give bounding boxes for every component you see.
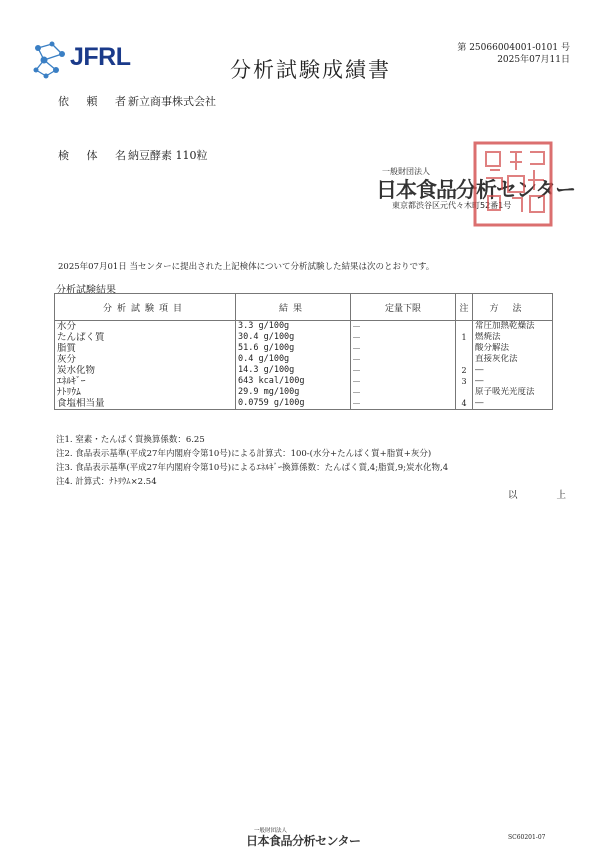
seal-stamp-icon [472,140,554,228]
row-note: 1 [456,332,473,343]
table-row [55,398,553,410]
header-result: 結果 [236,294,351,321]
row-item: 食塩相当量 [55,398,236,410]
results-table [54,293,553,410]
sample-value: 納豆酵素 110粒 [128,149,208,162]
jfrl-logo [30,40,150,80]
row-result: 643 kcal/100g [236,376,351,387]
closing-mark: 以 上 [508,490,585,501]
row-limit: ― [351,343,456,354]
recipient-value: 新立商事株式会社 [128,95,216,108]
document-number: 第 25066004001-0101 号 [457,43,570,53]
footnote-3: 注3. 食品表示基準(平成27年内閣府令第10号)によるｴﾈﾙｷﾞｰ換算係数：たんぱく質,4;脂質,9;炭水化物,4 [56,463,449,473]
row-limit: ― [351,321,456,333]
row-limit: ― [351,354,456,365]
row-note: 4 [456,398,473,410]
row-method: ― [473,376,553,387]
row-item: 炭水化物 [55,365,236,376]
table-row [55,343,553,354]
row-limit: ― [351,398,456,410]
issuer-corp-type: 一般財団法人 [382,167,430,176]
table-row [55,387,553,398]
table-row [55,321,553,333]
official-seal [472,140,554,228]
row-method: 原子吸光光度法 [473,387,553,398]
section-title: 分析試験結果 [56,285,116,296]
sample-label: 検 体 名 [58,149,133,162]
row-result: 0.0759 g/100g [236,398,351,410]
row-result: 0.4 g/100g [236,354,351,365]
row-note: 3 [456,376,473,387]
row-result: 30.4 g/100g [236,332,351,343]
row-method: 燃焼法 [473,332,553,343]
row-limit: ― [351,365,456,376]
footer-corp-type: 一般財団法人 [254,828,288,834]
row-method: 常圧加熱乾燥法 [473,321,553,333]
row-method: 直接灰化法 [473,354,553,365]
issue-date: 2025年07月11日 [497,55,570,65]
row-result: 3.3 g/100g [236,321,351,333]
footer-org-name: 日本食品分析センター [246,834,361,848]
row-item: ｴﾈﾙｷﾞｰ [55,376,236,387]
header-method: 方法 [473,294,553,321]
table-row [55,365,553,376]
row-limit: ― [351,376,456,387]
molecule-icon [30,40,68,80]
header-item: 分析試験項目 [55,294,236,321]
document-title: 分析試験成績書 [230,58,391,82]
form-code: SC60201-07 [508,834,546,841]
issuer-name: 日本食品分析センター [376,178,576,202]
table-row [55,354,553,365]
issuer-address: 東京都渋谷区元代々木町52番1号 [392,201,512,210]
footnote-4: 注4. 計算式：ﾅﾄﾘｳﾑ×2.54 [56,477,157,487]
row-result: 14.3 g/100g [236,365,351,376]
header-limit: 定量下限 [351,294,456,321]
logo-text: JFRL [70,43,131,71]
row-limit: ― [351,332,456,343]
row-item: たんぱく質 [55,332,236,343]
row-item: ﾅﾄﾘｳﾑ [55,387,236,398]
footnote-2: 注2. 食品表示基準(平成27年内閣府令第10号)による計算式：100-(水分+たんぱく質+脂質+灰分) [56,449,432,459]
row-limit: ― [351,387,456,398]
row-item: 水分 [55,321,236,333]
row-note [456,343,473,354]
row-result: 51.6 g/100g [236,343,351,354]
row-method: ― [473,398,553,410]
table-header-row [55,294,553,321]
row-note: 2 [456,365,473,376]
table-row [55,332,553,343]
header-note: 注 [456,294,473,321]
table-row [55,376,553,387]
row-note [456,354,473,365]
footnote-1: 注1. 窒素・たんぱく質換算係数：6.25 [56,435,205,445]
row-item: 灰分 [55,354,236,365]
row-method: 酸分解法 [473,343,553,354]
row-item: 脂質 [55,343,236,354]
row-method: ― [473,365,553,376]
row-result: 29.9 mg/100g [236,387,351,398]
row-note [456,321,473,333]
row-note [456,387,473,398]
recipient-label: 依 頼 者 [58,95,133,108]
intro-statement: 2025年07月01日 当センターに提出された上記検体について分析試験した結果は次のとおりです。 [58,262,435,272]
